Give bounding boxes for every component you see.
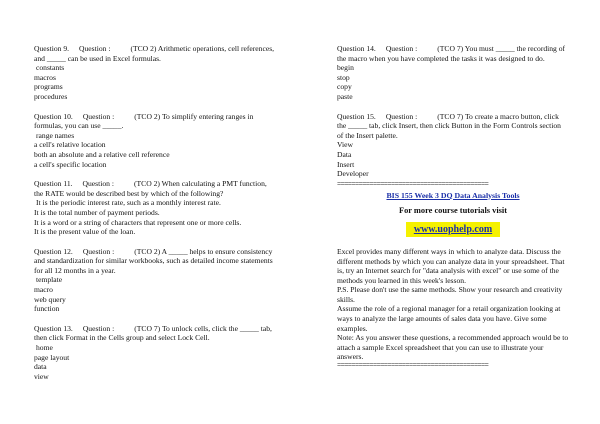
more-tutorials-text: For more course tutorials visit — [398, 206, 508, 216]
body-paragraph: Assume the role of a regional manager for a retail organization looking at ways to analyze the large amounts of sales data you have. Give some examples. — [337, 304, 561, 333]
body-paragraph: Excel provides many different ways in which to analyze data. Discuss the different methods by which you can analyze data in your spreadsheet. That is, try an Internet search for "data analysis with excel" or use some of the methods you learned in this week's lesson. — [337, 246, 565, 285]
question-number: Question 13. — [34, 323, 73, 333]
answer-option: macros — [34, 72, 56, 82]
question-number: Question 9. — [34, 44, 70, 53]
answer-option: range names — [36, 130, 75, 140]
question-label: Question : — [82, 111, 115, 121]
question-number: Question 14. — [337, 44, 376, 53]
question-label: Question : — [82, 323, 115, 333]
question-text: (TCO 7) To create a macro button, click the _____ tab, click Insert, then click Button in the Form Controls section of the Insert palette. — [337, 111, 561, 140]
answer-option: function — [34, 304, 60, 314]
question-text: (TCO 2) To simplify entering ranges in formulas, you can use _____. — [34, 111, 254, 131]
answer-option: copy — [337, 82, 352, 92]
question-text: (TCO 7) You must _____ the recording of the macro when you have completed the tasks it was designed to do. — [337, 44, 566, 63]
answer-option: macro — [34, 285, 53, 295]
question-label: Question : — [82, 246, 115, 256]
answer-option: web query — [34, 294, 66, 304]
course-title-link[interactable]: BIS 155 Week 3 DQ Data Analysis Tools — [386, 190, 520, 200]
question-label: Question : — [385, 44, 418, 53]
question-number: Question 10. — [34, 111, 73, 121]
answer-option: view — [34, 371, 49, 381]
right-column — [337, 44, 569, 370]
separator-line: ========================================== — [337, 362, 489, 371]
answer-option: a cell's specific location — [34, 159, 107, 169]
answer-option: stop — [337, 72, 350, 82]
answer-option: both an absolute and a relative cell reference — [34, 149, 170, 159]
answer-option: It is the total number of payment periods. — [34, 207, 160, 217]
site-link-wrapper — [337, 222, 569, 237]
answer-option: Developer — [337, 169, 369, 179]
question-label: Question : — [79, 44, 111, 53]
site-link[interactable]: www.uophelp.com — [406, 222, 500, 237]
answer-option: home — [36, 343, 53, 353]
answer-option: paste — [337, 91, 353, 101]
answer-option: page layout — [34, 352, 70, 362]
answer-option: It is the periodic interest rate, such as a monthly interest rate. — [36, 198, 221, 208]
answer-option: data — [34, 362, 47, 372]
answer-option: View — [337, 140, 353, 150]
answer-option: It is a word or a string of characters that represent one or more cells. — [34, 217, 242, 227]
body-paragraph: Note: As you answer these questions, a recommended approach would be to attach a sample Excel spreadsheet that you can use to illustrate your answers. — [337, 333, 569, 362]
separator-line: ========================================== — [337, 180, 489, 189]
question-block — [34, 44, 276, 102]
question-label: Question : — [385, 111, 418, 121]
question-number: Question 11. — [34, 179, 73, 189]
answer-option: template — [36, 275, 63, 285]
question-label: Question : — [82, 179, 114, 189]
question-block — [34, 324, 276, 382]
question-block — [34, 112, 276, 170]
question-text: (TCO 2) A _____ helps to ensure consistency and standardization for similar workbooks, such as detailed income statements for all 12 months in a year. — [34, 246, 273, 275]
question-block — [337, 44, 569, 102]
answer-option: programs — [34, 82, 63, 92]
answer-option: a cell's relative location — [34, 140, 106, 150]
answer-option: Insert — [337, 159, 355, 169]
question-block — [34, 179, 276, 237]
left-column — [34, 44, 276, 391]
question-text: (TCO 7) To unlock cells, click the _____ tab, then click Format in the Cells group and select Lock Cell. — [34, 323, 272, 343]
question-text: (TCO 2) When calculating a PMT function, the RATE would be described best by which of the following? — [34, 179, 267, 198]
answer-option: It is the present value of the loan. — [34, 227, 136, 237]
answer-option: procedures — [34, 91, 68, 101]
question-number: Question 12. — [34, 246, 73, 256]
answer-option: begin — [337, 63, 354, 73]
question-block — [337, 112, 569, 179]
question-number: Question 15. — [337, 111, 376, 121]
question-text: (TCO 2) Arithmetic operations, cell references, and _____ can be used in Excel formulas. — [34, 44, 275, 63]
assignment-body — [337, 247, 569, 362]
answer-option: Data — [337, 149, 352, 159]
answer-option: constants — [36, 63, 65, 73]
question-block — [34, 247, 276, 314]
body-paragraph: P.S. Please don't use the same methods. Show your research and creativity skills. — [337, 285, 563, 304]
